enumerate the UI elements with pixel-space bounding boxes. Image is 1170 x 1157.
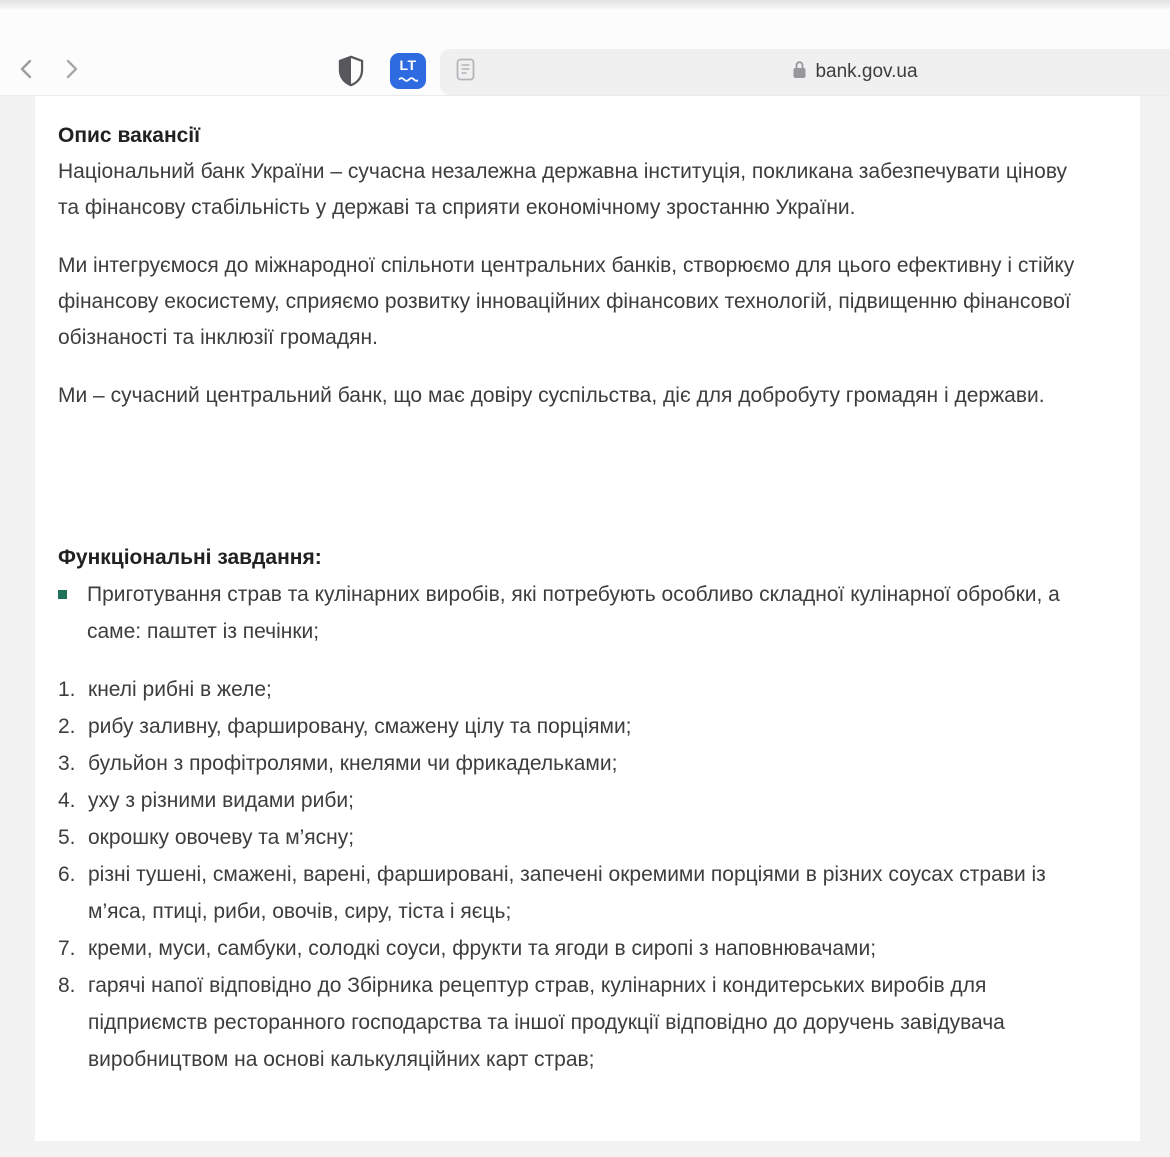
vacancy-title: Опис вакансії <box>58 124 201 147</box>
url-display <box>440 49 1170 95</box>
numbered-list-item <box>58 671 1098 708</box>
numbered-list-item <box>58 708 1098 745</box>
list-item-number: 6. <box>58 863 76 886</box>
list-item-number: 1. <box>58 678 76 701</box>
numbered-list-item <box>58 967 1098 1078</box>
numbered-list-item <box>58 930 1098 967</box>
list-item-number: 2. <box>58 715 76 738</box>
browser-toolbar <box>0 9 1170 96</box>
ssl-lock-icon <box>792 60 807 85</box>
list-item-number: 8. <box>58 974 76 997</box>
tasks-heading: Функціональні завдання: <box>58 546 322 569</box>
numbered-task-list <box>58 671 1098 1078</box>
list-item-text: кнелі рибні в желе; <box>88 678 272 701</box>
list-item-number: 4. <box>58 789 76 812</box>
numbered-list-item <box>58 745 1098 782</box>
numbered-list-item <box>58 782 1098 819</box>
forward-chevron-icon <box>59 57 83 86</box>
numbered-list-item <box>58 856 1098 930</box>
wave-glyph-icon <box>398 71 418 84</box>
paragraph: Національний банк України – сучасна незалежна державна інституція, покликана забезпечувати цінову та фінансову стабільність у державі та сприяти економічному зростанню України. <box>58 160 1068 219</box>
back-chevron-icon <box>15 57 39 86</box>
list-item-number: 7. <box>58 937 76 960</box>
window-top-edge <box>0 0 1170 9</box>
list-item-text: рибу заливну, фаршировану, смажену цілу та порціями; <box>88 715 632 738</box>
forward-button[interactable] <box>56 56 86 86</box>
languagetool-extension-button[interactable] <box>390 53 426 89</box>
list-item-text: окрошку овочеву та м’ясну; <box>88 826 355 849</box>
numbered-list-item <box>58 819 1098 856</box>
address-bar[interactable] <box>440 49 1170 95</box>
page-background <box>0 96 1170 1157</box>
list-item-number: 5. <box>58 826 76 849</box>
privacy-shield-button[interactable] <box>336 55 366 87</box>
bullet-item-text: Приготування страв та кулінарних виробів, які потребують особливо складної кулінарної обробки, а саме: паштет із печінки; <box>87 583 1060 643</box>
paragraph: Ми інтегруємося до міжнародної спільноти центральних банків, створюємо для цього ефективну і стійку фінансову екосистему, сприяємо розвитку інноваційних фінансових технологій, підвищенню фінансової обізнаності та інклюзії громадян. <box>58 254 1075 349</box>
square-bullet-icon <box>58 590 67 599</box>
list-item-text: уху з різними видами риби; <box>88 789 354 812</box>
blank-space <box>58 436 1098 540</box>
url-text: bank.gov.ua <box>815 61 918 82</box>
paragraph: Ми – сучасний центральний банк, що має довіру суспільства, діє для добробуту громадян і держави. <box>58 384 1045 407</box>
list-item-text: креми, муси, самбуки, солодкі соуси, фрукти та ягоди в сиропі з наповнювачами; <box>88 937 877 960</box>
list-item-text: різні тушені, смажені, варені, фаршировані, запечені окремими порціями в різних соусах страви із м’яса, птиці, риби, овочів, сиру, тіста і яєць; <box>88 863 1046 923</box>
bullet-list-item <box>58 576 1093 650</box>
list-item-text: бульйон з профітролями, кнелями чи фрикадельками; <box>88 752 618 775</box>
privacy-shield-icon <box>336 74 366 91</box>
back-button[interactable] <box>12 56 42 86</box>
vacancy-document <box>35 96 1140 1141</box>
intro-paragraphs <box>58 154 1098 414</box>
languagetool-extension-icon: LT <box>399 56 417 73</box>
list-item-text: гарячі напої відповідно до Збірника рецептур страв, кулінарних і кондитерських виробів для підприємств ресторанного господарства та іншої продукції відповідно до доручень завідувача виробництвом на основі калькуляційних карт страв; <box>88 974 1005 1071</box>
list-item-number: 3. <box>58 752 76 775</box>
